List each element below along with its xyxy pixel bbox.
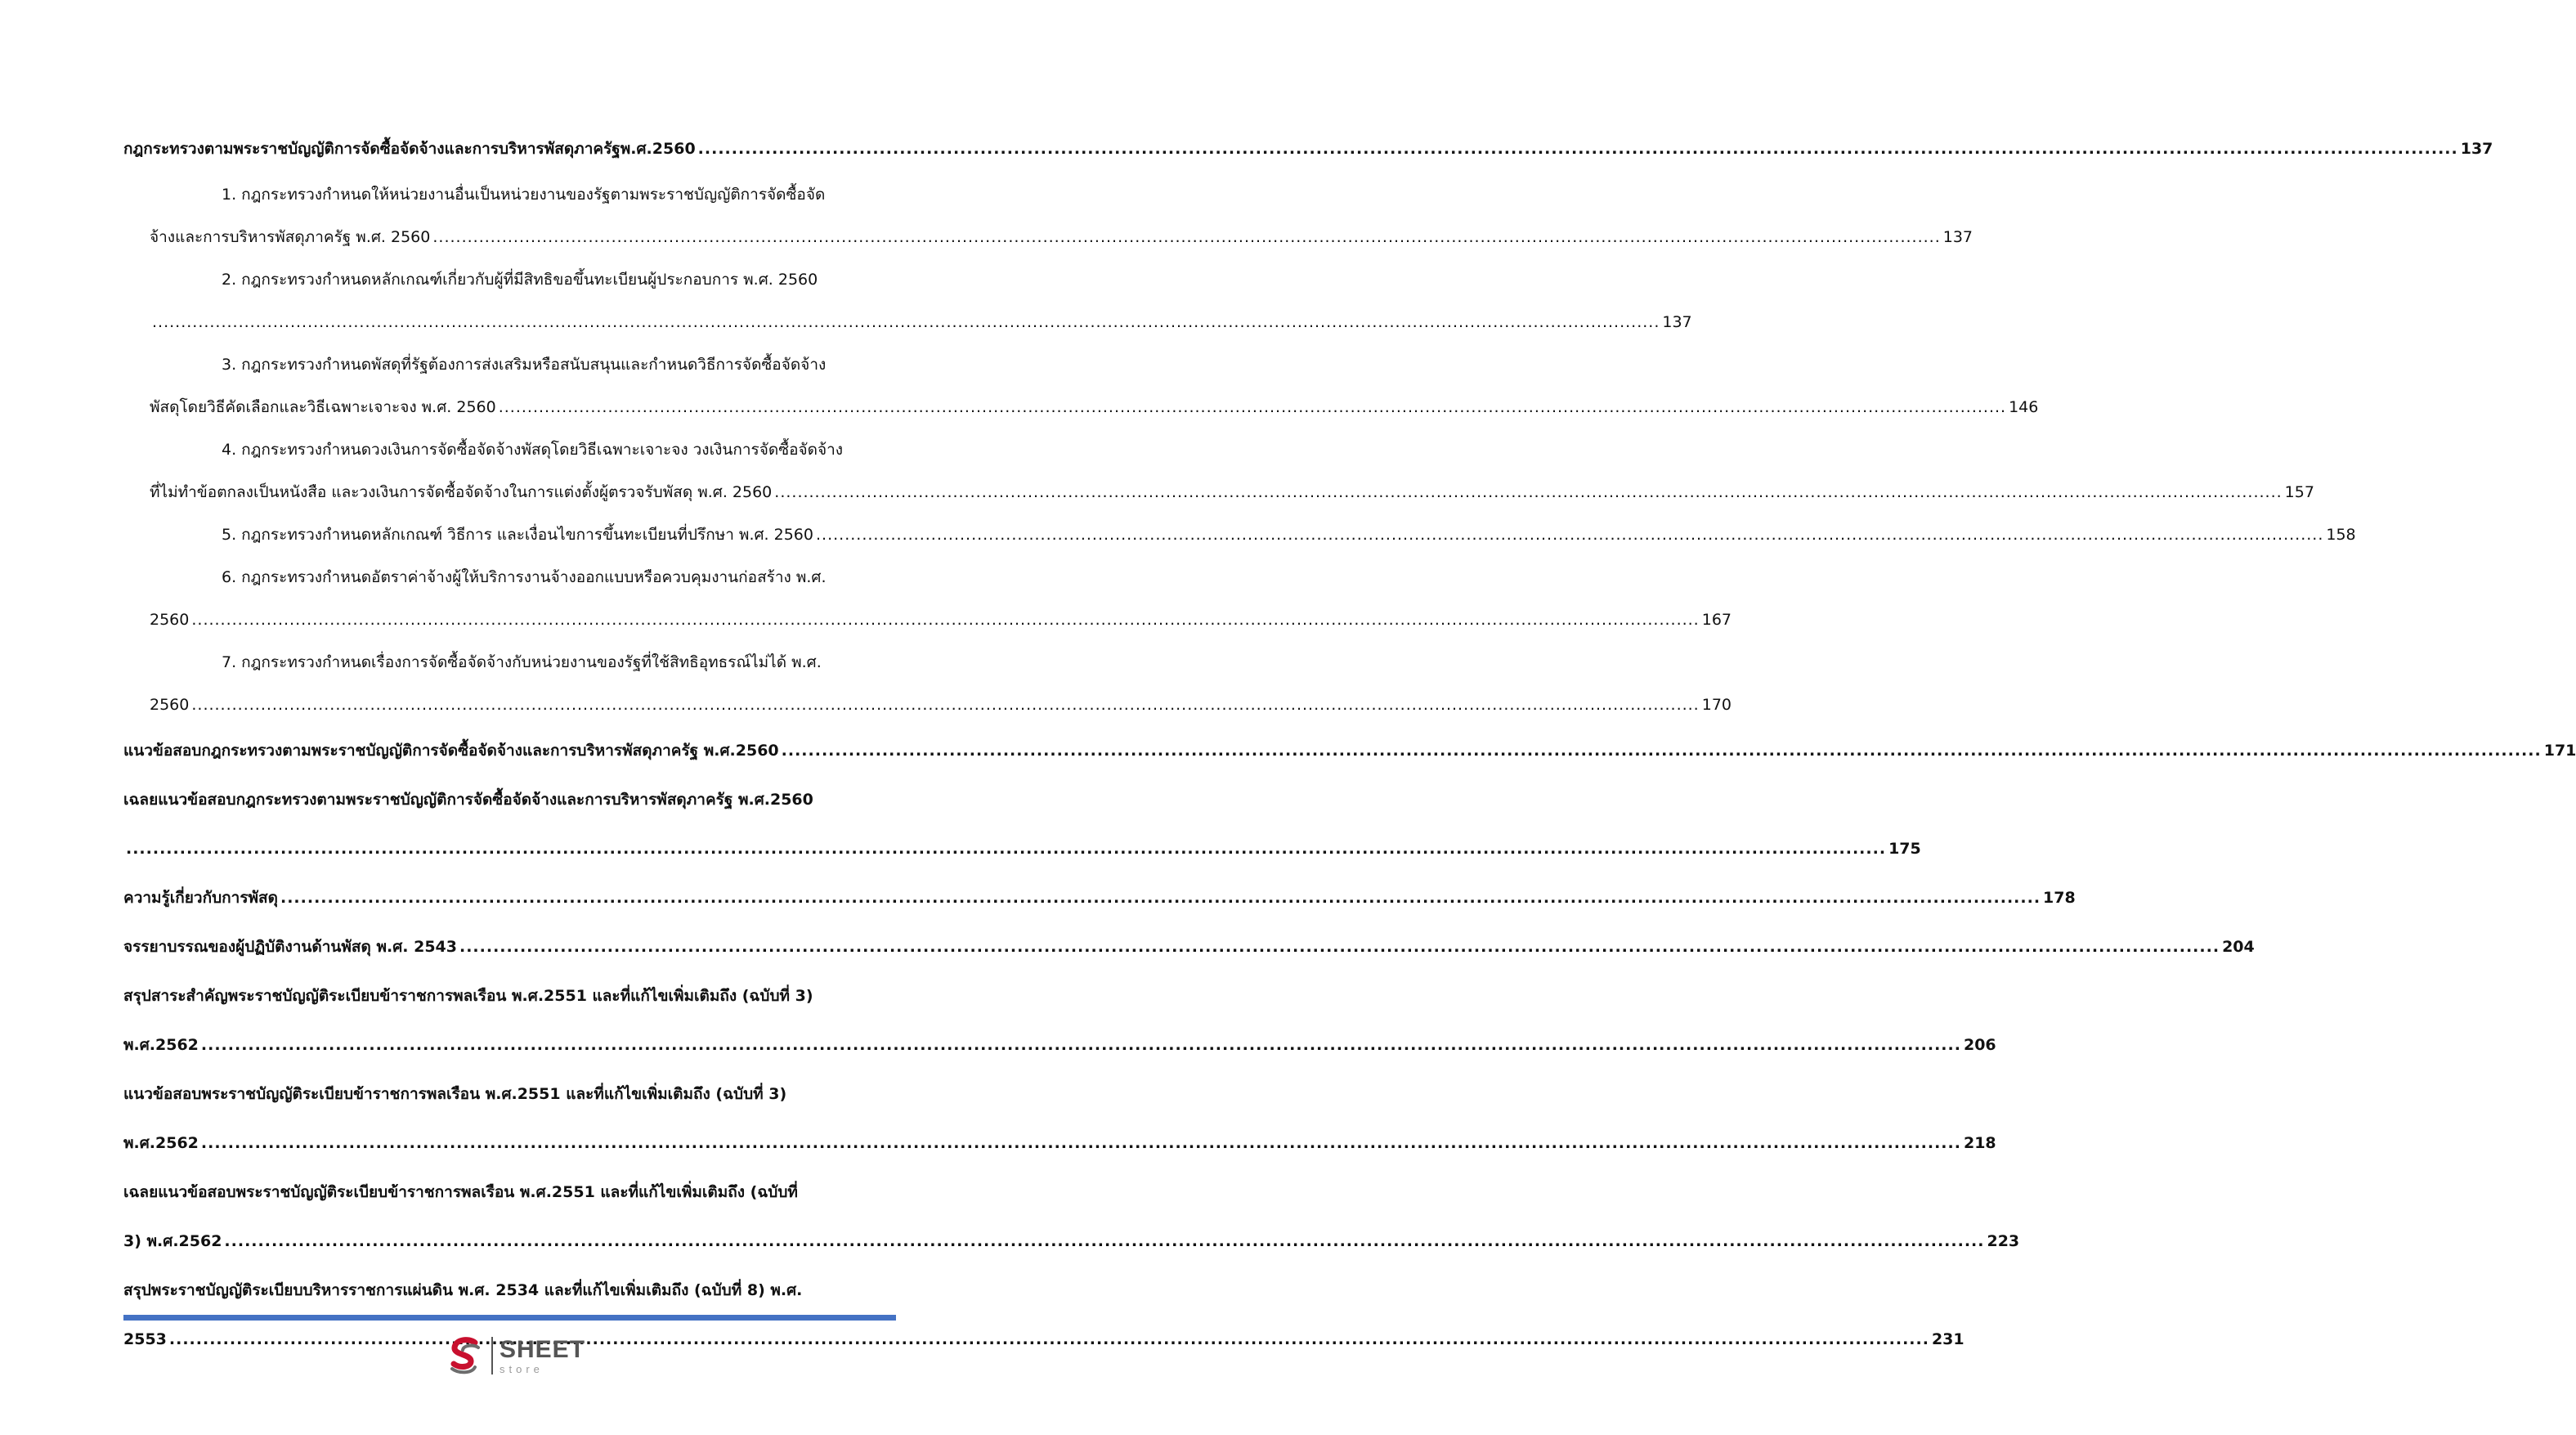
toc-entry-title: ที่ไม่ทำข้อตกลงเป็นหนังสือ และวงเงินการจัดซื้อจัดจ้างในการแต่งตั้งผู้ตรวจรับพัสดุ พ.ศ. 2560 xyxy=(150,483,773,501)
toc-entry-title: พ.ศ.2562 xyxy=(123,1134,199,1152)
toc-entry[interactable] xyxy=(123,556,1732,641)
toc-leader-dots xyxy=(499,386,2006,428)
toc-entry-line xyxy=(123,556,896,599)
toc-entry[interactable] xyxy=(123,1168,2020,1266)
toc-entry-line xyxy=(123,1119,1996,1168)
toc-entry-line xyxy=(123,428,896,471)
toc-page-number: 137 xyxy=(2460,140,2493,158)
toc-entry-title: 5. กฎกระทรวงกำหนดหลักเกณฑ์ วิธีการ และเงื่อนไขการขึ้นทะเบียนที่ปรึกษา พ.ศ. 2560 xyxy=(222,526,813,544)
toc-leader-dots xyxy=(191,599,1699,641)
toc-entry[interactable] xyxy=(123,173,1973,258)
toc-entry-line xyxy=(123,1217,2020,1266)
toc-entry-title: 4. กฎกระทรวงกำหนดวงเงินการจัดซื้อจัดจ้างพัสดุโดยวิธีเฉพาะเจาะจง วงเงินการจัดซื้อจัดจ้าง xyxy=(222,441,844,459)
toc-leader-dots xyxy=(224,1217,1984,1266)
toc-page-number: 158 xyxy=(2326,526,2356,544)
toc-entry[interactable] xyxy=(123,343,2039,428)
toc-entry-line xyxy=(123,124,2493,173)
toc-entry-title: 2560 xyxy=(150,611,190,629)
toc-leader-dots xyxy=(126,824,1886,873)
toc-entry-line xyxy=(123,1020,1996,1070)
toc-entry[interactable] xyxy=(123,513,2356,556)
toc-page-number: 206 xyxy=(1963,1036,1996,1054)
toc-entry-title: แนวข้อสอบกฎกระทรวงตามพระราชบัญญัติการจัดซื้อจัดจ้างและการบริหารพัสดุภาครัฐ พ.ศ.2560 xyxy=(123,742,779,760)
toc-page-number: 167 xyxy=(1701,611,1732,629)
toc-entry-title: พัสดุโดยวิธีคัดเลือกและวิธีเฉพาะเจาะจง พ.ศ. 2560 xyxy=(150,398,496,416)
sheet-store-logo xyxy=(444,1334,585,1377)
toc-entry[interactable] xyxy=(123,1070,1996,1168)
toc-entry-title: จรรยาบรรณของผู้ปฏิบัติงานด้านพัสดุ พ.ศ. 2543 xyxy=(123,938,457,956)
toc-entry-title: สรุปพระราชบัญญัติระเบียบบริหารราชการแผ่นดิน พ.ศ. 2534 และที่แก้ไขเพิ่มเติมถึง (ฉบับที่ 8) พ.ศ. xyxy=(123,1281,803,1299)
toc-page-number: 137 xyxy=(1662,313,1692,331)
toc-entry-title: 1. กฎกระทรวงกำหนดให้หน่วยงานอื่นเป็นหน่วยงานของรัฐตามพระราชบัญญัติการจัดซื้อจัด xyxy=(222,186,826,204)
toc-page-number: 171 xyxy=(2543,742,2576,760)
toc-entry[interactable] xyxy=(123,124,2493,173)
toc-entry-line xyxy=(123,684,1732,726)
toc-entry-line xyxy=(123,1266,896,1315)
toc-leader-dots xyxy=(459,922,2220,971)
toc-entry-title: 2560 xyxy=(150,696,190,714)
toc-entry-title: ความรู้เกี่ยวกับการพัสดุ xyxy=(123,889,278,907)
toc-entry-line xyxy=(123,641,896,684)
toc-entry[interactable] xyxy=(123,971,1996,1070)
toc-entry[interactable] xyxy=(123,726,2576,775)
toc-entry-title: 7. กฎกระทรวงกำหนดเรื่องการจัดซื้อจัดจ้างกับหน่วยงานของรัฐที่ใช้สิทธิอุทธรณ์ไม่ได้ พ.ศ. xyxy=(222,653,822,671)
toc-entry-line xyxy=(123,873,2076,922)
toc-entry[interactable] xyxy=(123,922,2255,971)
toc-leader-dots xyxy=(191,684,1699,726)
toc-page-number: 175 xyxy=(1888,840,1921,858)
logo-divider xyxy=(491,1337,493,1374)
toc-page-number: 157 xyxy=(2284,483,2314,501)
toc-leader-dots xyxy=(201,1119,1961,1168)
toc-leader-dots xyxy=(201,1020,1961,1070)
toc-page-number: 137 xyxy=(1942,228,1973,246)
toc-page-number: 231 xyxy=(1931,1330,1964,1348)
toc-leader-dots xyxy=(280,873,2041,922)
toc-entry-line xyxy=(123,824,1921,873)
toc-page-number: 218 xyxy=(1963,1134,1996,1152)
logo-word: SHEET xyxy=(500,1335,586,1363)
toc-entry-title: 3) พ.ศ.2562 xyxy=(123,1232,222,1250)
toc-leader-dots xyxy=(152,301,1660,343)
toc-entry-line xyxy=(123,971,896,1020)
toc-entry-title: จ้างและการบริหารพัสดุภาครัฐ พ.ศ. 2560 xyxy=(150,228,431,246)
toc-entry-line xyxy=(123,343,896,386)
toc-entry[interactable] xyxy=(123,258,1692,343)
toc-entry[interactable] xyxy=(123,873,2076,922)
toc-entry-line xyxy=(123,386,2039,428)
toc-leader-dots xyxy=(169,1315,1929,1364)
toc-page-number: 178 xyxy=(2043,889,2076,907)
toc-leader-dots xyxy=(782,726,2542,775)
logo-subword: store xyxy=(500,1362,544,1375)
toc-entry-line xyxy=(123,1070,896,1119)
toc-entry-line xyxy=(123,513,2356,556)
toc-entry-line xyxy=(123,922,2255,971)
toc-entry[interactable] xyxy=(123,428,2314,513)
toc-entry-title: เฉลยแนวข้อสอบกฎกระทรวงตามพระราชบัญญัติการจัดซื้อจัดจ้างและการบริหารพัสดุภาครัฐ พ.ศ.2560 xyxy=(123,791,813,809)
toc-entry-title: สรุปสาระสำคัญพระราชบัญญัติระเบียบข้าราชการพลเรือน พ.ศ.2551 และที่แก้ไขเพิ่มเติมถึง (ฉบับที่ 3) xyxy=(123,987,813,1005)
toc-page-number: 146 xyxy=(2009,398,2039,416)
toc-entry-line xyxy=(123,258,896,301)
toc-entry-line xyxy=(123,726,2576,775)
toc-entry-title: 2553 xyxy=(123,1330,167,1348)
toc-entry-line xyxy=(123,216,1973,258)
toc-entry-title: 3. กฎกระทรวงกำหนดพัสดุที่รัฐต้องการส่งเสริมหรือสนับสนุนและกำหนดวิธีการจัดซื้อจัดจ้าง xyxy=(222,356,827,374)
footer-rule xyxy=(123,1315,896,1321)
toc-entry-title: 2. กฎกระทรวงกำหนดหลักเกณฑ์เกี่ยวกับผู้ที่มีสิทธิขอขึ้นทะเบียนผู้ประกอบการ พ.ศ. 2560 xyxy=(222,271,818,289)
toc-leader-dots xyxy=(432,216,1940,258)
toc-entry[interactable] xyxy=(123,775,1921,873)
toc-entry-title: พ.ศ.2562 xyxy=(123,1036,199,1054)
toc-page-number: 204 xyxy=(2222,938,2255,956)
toc-entry[interactable] xyxy=(123,641,1732,726)
logo-text xyxy=(500,1335,586,1375)
toc-leader-dots xyxy=(816,513,2323,556)
toc-entry-line xyxy=(123,1168,896,1217)
toc-leader-dots xyxy=(698,124,2458,173)
toc-page-number: 223 xyxy=(1987,1232,2020,1250)
toc-entry-title: แนวข้อสอบพระราชบัญญัติระเบียบข้าราชการพลเรือน พ.ศ.2551 และที่แก้ไขเพิ่มเติมถึง (ฉบับที่ 3) xyxy=(123,1085,787,1103)
toc-entry-line xyxy=(123,471,2314,513)
toc-entry-line xyxy=(123,173,896,216)
toc-page-number: 170 xyxy=(1701,696,1732,714)
toc-entry-line xyxy=(123,301,1692,343)
toc-entry-title: 6. กฎกระทรวงกำหนดอัตราค่าจ้างผู้ให้บริการงานจ้างออกแบบหรือควบคุมงานก่อสร้าง พ.ศ. xyxy=(222,568,827,586)
sheet-store-logo-icon xyxy=(444,1334,486,1377)
toc-entry-line xyxy=(123,599,1732,641)
toc-entry-line xyxy=(123,775,896,824)
toc-leader-dots xyxy=(774,471,2282,513)
toc-entry-title: เฉลยแนวข้อสอบพระราชบัญญัติระเบียบข้าราชการพลเรือน พ.ศ.2551 และที่แก้ไขเพิ่มเติมถึง (ฉบับที่ xyxy=(123,1183,798,1201)
table-of-contents xyxy=(123,124,2576,1364)
toc-entry-title: กฎกระทรวงตามพระราชบัญญัติการจัดซื้อจัดจ้างและการบริหารพัสดุภาครัฐพ.ศ.2560 xyxy=(123,140,696,158)
